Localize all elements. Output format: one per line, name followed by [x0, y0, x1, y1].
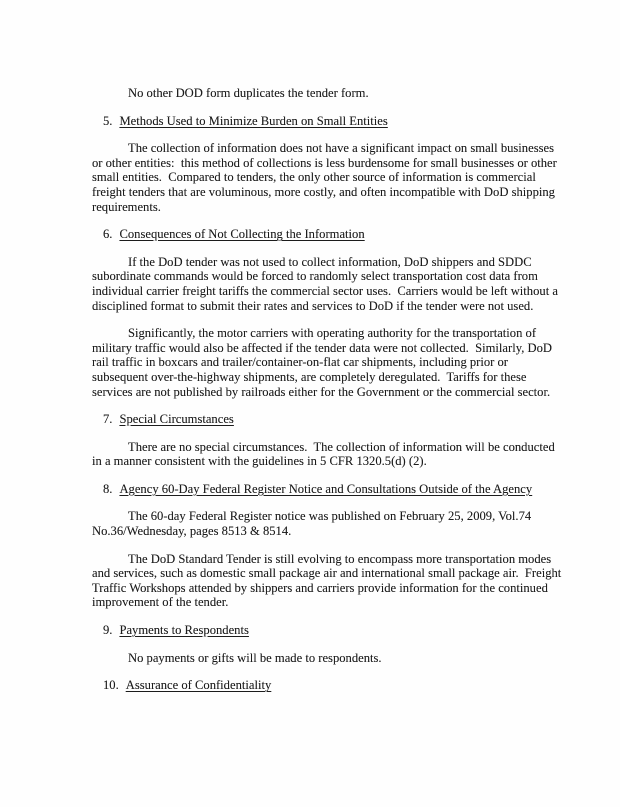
section-title-9: Payments to Respondents: [119, 623, 249, 638]
paragraph-federal-register-notice: The 60-day Federal Register notice was published on February 25, 2009, Vol.74 No.36/Wednesday, pages 8513 & 8514.: [92, 509, 535, 539]
paragraph-not-collecting-consequences: If the DoD tender was not used to collect information, DoD shippers and SDDC subordinate commands would be forced to randomly select transportation cost data from individual carrier freight tariffs the commercial sector uses. Carriers would be left without a disciplined format to submit their rates and services to DoD if the tender were not used.: [92, 254, 562, 313]
section-title-6: Consequences of Not Collecting the Information: [119, 227, 365, 242]
section-heading-7: [103, 412, 562, 427]
paragraph-small-entities-impact: The collection of information does not have a significant impact on small businesses or other entities: this method of collections is less burdensome for small businesses or other small entities. Compared to tenders, the only other source of information is commercial freight tenders that are voluminous, more costly, and often incompatible with DoD shipping requirements.: [92, 141, 560, 214]
section-number-5: 5.: [103, 113, 113, 128]
section-heading-9: [103, 623, 562, 638]
paragraph-no-duplicate-form: No other DOD form duplicates the tender form.: [128, 86, 369, 100]
section-number-9: 9.: [103, 623, 113, 638]
section-number-10: 10.: [103, 678, 119, 693]
section-number-6: 6.: [103, 227, 113, 242]
section-title-7: Special Circumstances: [119, 412, 234, 427]
section-heading-5: [103, 114, 562, 129]
section-title-5: Methods Used to Minimize Burden on Small Entities: [119, 113, 388, 128]
section-number-8: 8.: [103, 481, 113, 496]
section-heading-6: [103, 227, 562, 242]
section-heading-8: [103, 482, 562, 497]
section-heading-10: [103, 678, 562, 693]
paragraph-standard-tender-evolving: The DoD Standard Tender is still evolving to encompass more transportation modes and services, such as domestic small package air and international small package air. Freight Traffic Workshops attended by shippers and carriers provide information for the continued improvement of the tender.: [92, 551, 565, 610]
section-title-10: Assurance of Confidentiality: [125, 678, 272, 693]
paragraph-no-payments: No payments or gifts will be made to respondents.: [128, 650, 382, 665]
paragraph-motor-carriers: Significantly, the motor carriers with operating authority for the transportation of military traffic would also be affected if the tender data were not collected. Similarly, DoD rail traffic in boxcars and trailer/container-on-flat car shipments, including prior or subsequent over-the-highway shipments, are completely deregulated. Tariffs for these services are not published by railroads either for the Government or the commercial sector.: [92, 326, 556, 399]
paragraph-no-special-circumstances: There are no special circumstances. The collection of information will be conducted in a manner consistent with the guidelines in 5 CFR 1320.5(d) (2).: [92, 439, 558, 469]
section-title-8: Agency 60-Day Federal Register Notice and Consultations Outside of the Agency: [119, 481, 533, 496]
section-number-7: 7.: [103, 412, 113, 427]
